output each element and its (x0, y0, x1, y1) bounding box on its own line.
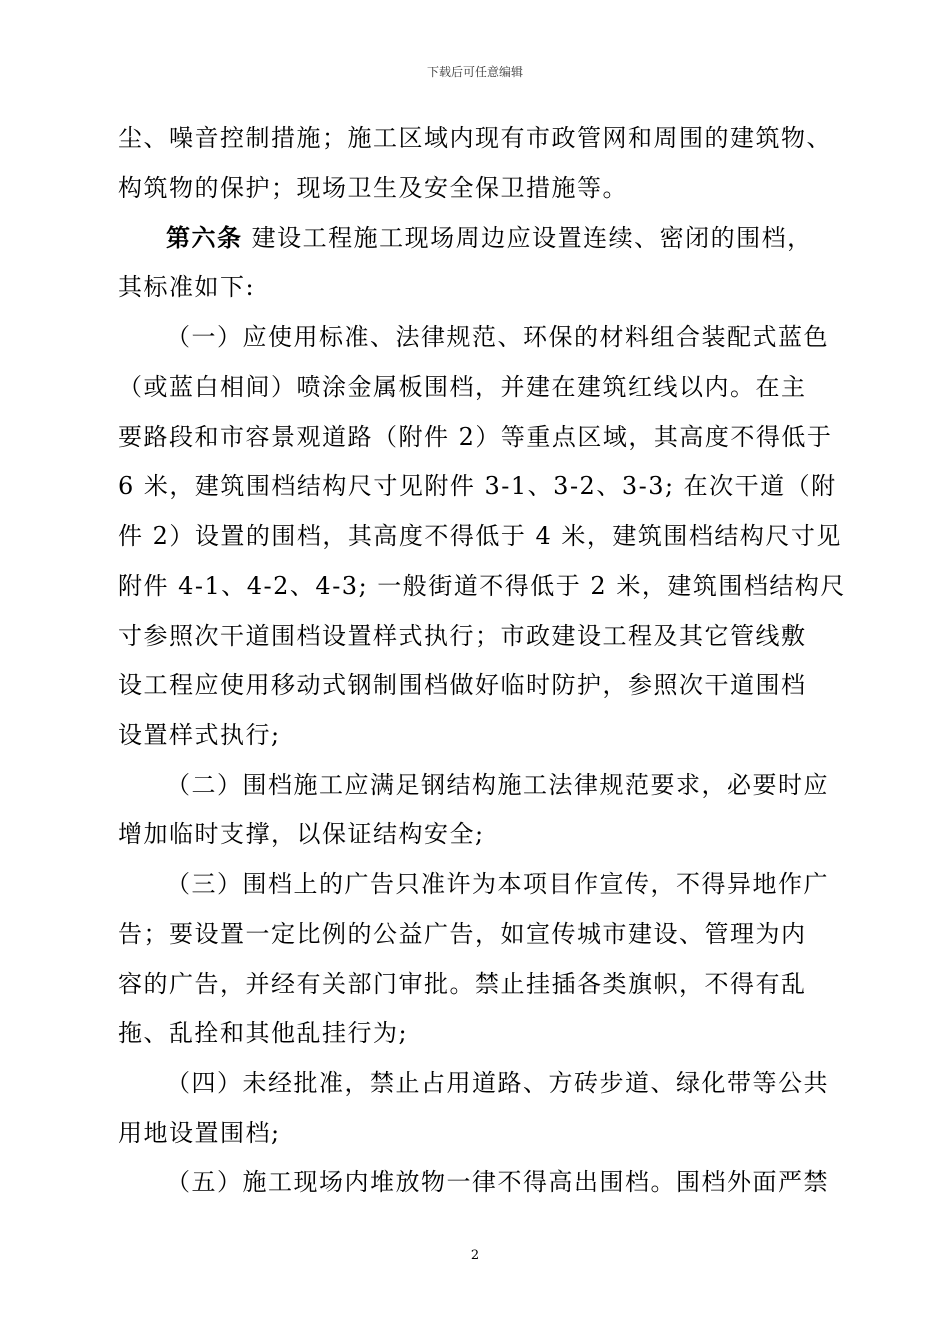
page-header: 下载后可任意编辑 (426, 65, 523, 79)
body-line: 设置样式执行; (118, 721, 281, 749)
body-line: 拖、乱拴和其他乱挂行为; (118, 1019, 409, 1047)
body-line: （一）应使用标准、法律规范、环保的材料组合装配式蓝色 (166, 323, 829, 351)
page-number: 2 (470, 1248, 480, 1263)
body-line: 件 2）设置的围档，其高度不得低于 4 米，建筑围档结构尺寸见 (118, 522, 842, 550)
body-line: （或蓝白相间）喷涂金属板围档，并建在建筑红线以内。在主 (118, 373, 807, 401)
body-line: （二）围档施工应满足钢结构施工法律规范要求，必要时应 (166, 771, 829, 799)
body-line: 6 米，建筑围档结构尺寸见附件 3-1、3-2、3-3; 在次干道（附 (118, 472, 837, 500)
body-line: 增加临时支撑，以保证结构安全; (118, 820, 485, 848)
article-text: 建设工程施工现场周边应设置连续、密闭的围档， (251, 224, 813, 252)
body-line: 构筑物的保护；现场卫生及安全保卫措施等。 (118, 174, 628, 202)
body-line: （四）未经批准，禁止占用道路、方砖步道、绿化带等公共 (166, 1069, 829, 1097)
body-line: 寸参照次干道围档设置样式执行；市政建设工程及其它管线敷 (118, 622, 807, 650)
body-line: 要路段和市容景观道路（附件 2）等重点区域，其高度不得低于 (118, 423, 833, 451)
body-line: （三）围档上的广告只准许为本项目作宣传，不得异地作广 (166, 870, 829, 898)
body-line: 容的广告，并经有关部门审批。禁止挂插各类旗帜，不得有乱 (118, 970, 807, 998)
body-line: 用地设置围档; (118, 1119, 281, 1147)
body-line: 其标准如下: (118, 273, 256, 301)
article-line (166, 223, 906, 253)
body-line: 告；要设置一定比例的公益广告，如宣传城市建设、管理为内 (118, 920, 807, 948)
article-label: 第六条 (166, 223, 243, 252)
body-line: 附件 4-1、4-2、4-3; 一般街道不得低于 2 米，建筑围档结构尺 (118, 572, 846, 600)
body-line: （五）施工现场内堆放物一律不得高出围档。围档外面严禁 (166, 1168, 829, 1196)
body-line: 尘、噪音控制措施；施工区域内现有市政管网和周围的建筑物、 (118, 124, 832, 152)
body-line: 设工程应使用移动式钢制围档做好临时防护，参照次干道围档 (118, 671, 807, 699)
